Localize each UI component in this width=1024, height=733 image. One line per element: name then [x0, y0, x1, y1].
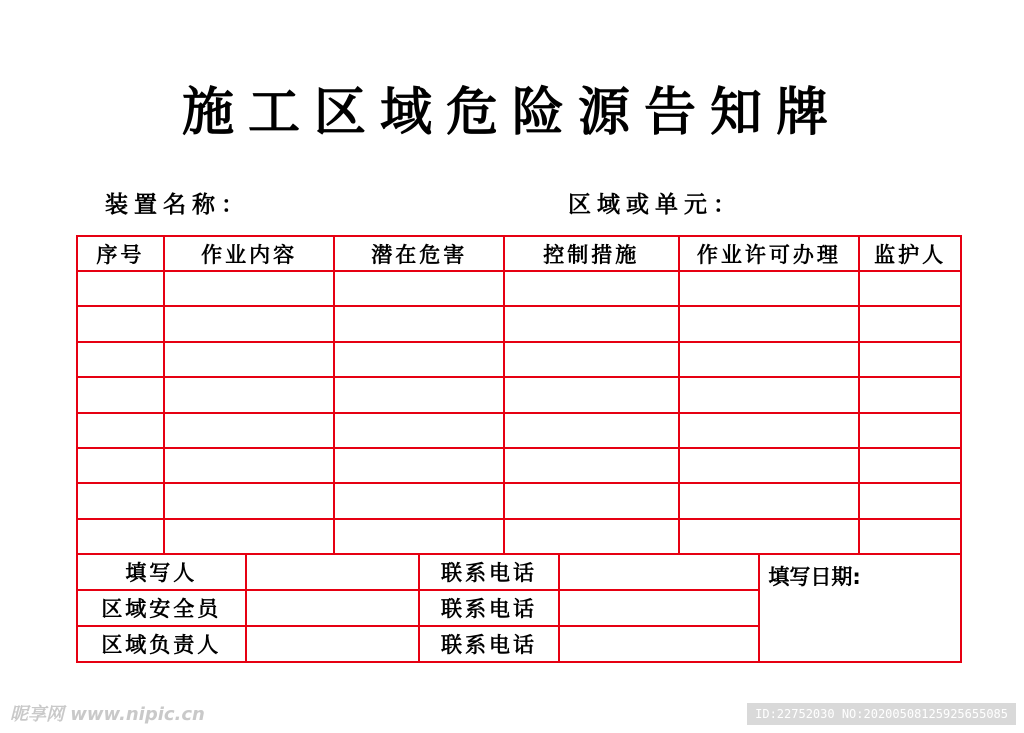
area-manager-phone-value: [559, 626, 759, 662]
table-cell: [859, 271, 961, 306]
table-cell: [77, 306, 164, 341]
table-cell: [77, 519, 164, 554]
table-cell: [679, 519, 860, 554]
table-row: [77, 342, 961, 377]
table-cell: [77, 413, 164, 448]
table-cell: [679, 342, 860, 377]
table-cell: [504, 519, 679, 554]
table-cell: [164, 306, 335, 341]
header-work-content: 作业内容: [164, 236, 335, 271]
table-cell: [859, 342, 961, 377]
table-cell: [859, 413, 961, 448]
header-supervisor: 监护人: [859, 236, 961, 271]
table-row: [77, 519, 961, 554]
table-cell: [334, 271, 504, 306]
filler-phone-label: 联系电话: [419, 554, 559, 590]
safety-officer-phone-value: [559, 590, 759, 626]
table-cell: [679, 377, 860, 412]
table-cell: [504, 342, 679, 377]
watermark-id: ID:22752030 NO:20200508125925655085: [747, 703, 1016, 725]
header-seq: 序号: [77, 236, 164, 271]
table-cell: [77, 483, 164, 518]
area-unit-label: 区域或单元：: [568, 192, 742, 218]
table-cell: [334, 342, 504, 377]
table-row: [77, 306, 961, 341]
table-cell: [859, 483, 961, 518]
safety-officer-label: 区域安全员: [77, 590, 246, 626]
footer-table: [76, 553, 962, 663]
table-row: [77, 377, 961, 412]
table-cell: [334, 519, 504, 554]
fill-date-cell: [759, 554, 961, 662]
table-cell: [859, 519, 961, 554]
hazard-table: [76, 235, 962, 555]
table-cell: [334, 483, 504, 518]
table-cell: [164, 342, 335, 377]
header-work-permit: 作业许可办理: [679, 236, 860, 271]
table-cell: [504, 306, 679, 341]
table-cell: [679, 306, 860, 341]
table-cell: [679, 483, 860, 518]
footer-row: [77, 554, 961, 590]
table-cell: [504, 377, 679, 412]
table-cell: [679, 271, 860, 306]
area-manager-value: [246, 626, 420, 662]
table-cell: [164, 271, 335, 306]
table-cell: [334, 306, 504, 341]
table-row: [77, 483, 961, 518]
table-cell: [679, 413, 860, 448]
table-cell: [164, 519, 335, 554]
filler-phone-value: [559, 554, 759, 590]
table-cell: [679, 448, 860, 483]
table-cell: [77, 377, 164, 412]
table-cell: [77, 342, 164, 377]
filler-label: 填写人: [77, 554, 246, 590]
table-header-row: [77, 236, 961, 271]
header-potential-hazard: 潜在危害: [334, 236, 504, 271]
table-cell: [504, 413, 679, 448]
table-cell: [504, 271, 679, 306]
table-cell: [859, 448, 961, 483]
table-cell: [164, 377, 335, 412]
table-cell: [859, 306, 961, 341]
table-row: [77, 271, 961, 306]
table-row: [77, 413, 961, 448]
table-cell: [164, 413, 335, 448]
header-control-measures: 控制措施: [504, 236, 679, 271]
filler-value: [246, 554, 420, 590]
table-cell: [504, 483, 679, 518]
safety-officer-value: [246, 590, 420, 626]
area-manager-phone-label: 联系电话: [419, 626, 559, 662]
device-name-label: 装置名称：: [105, 192, 250, 218]
table-cell: [77, 271, 164, 306]
table-cell: [164, 448, 335, 483]
watermark-site: 昵享网 www.nipic.cn: [10, 704, 205, 725]
table-cell: [164, 483, 335, 518]
fill-date-label: 填写日期:: [768, 565, 861, 589]
table-cell: [77, 448, 164, 483]
table-row: [77, 448, 961, 483]
table-cell: [859, 377, 961, 412]
table-cell: [334, 448, 504, 483]
table-cell: [334, 413, 504, 448]
table-cell: [334, 377, 504, 412]
safety-officer-phone-label: 联系电话: [419, 590, 559, 626]
page-title: 施工区域危险源告知牌: [181, 83, 842, 143]
table-cell: [504, 448, 679, 483]
area-manager-label: 区域负责人: [77, 626, 246, 662]
